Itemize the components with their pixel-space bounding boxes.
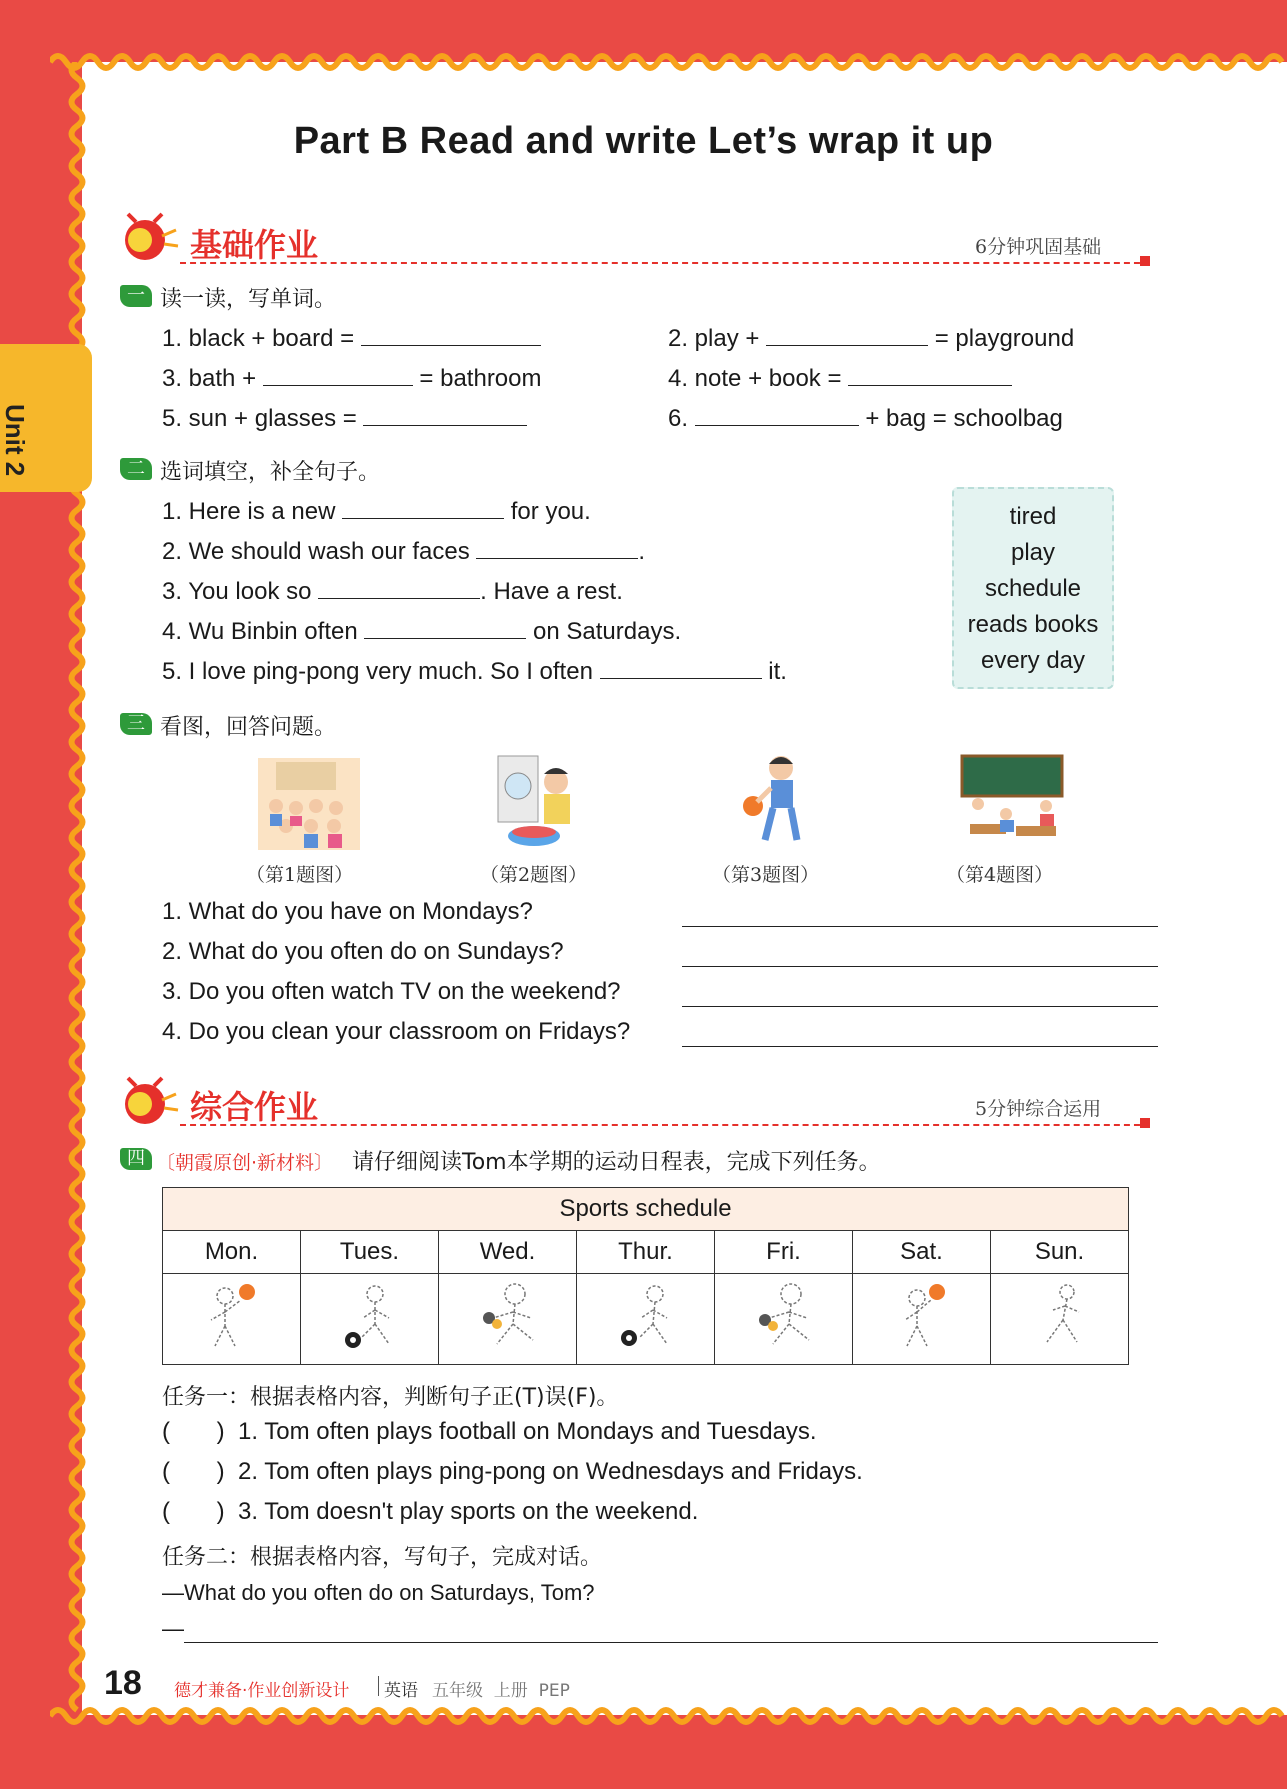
dialog-answer-line[interactable] — [184, 1642, 1158, 1643]
picture-basketball — [735, 750, 817, 854]
section2-divider — [180, 1124, 1150, 1126]
tf-item-2 — [162, 1458, 863, 1486]
q2-item-3-text: 3. You look so — [162, 578, 312, 605]
picture-washing-clothes — [494, 752, 584, 852]
tf-bracket-2[interactable]: ( ) — [162, 1458, 225, 1485]
day-sun: Sun. — [991, 1231, 1129, 1274]
q2-item-1 — [162, 496, 591, 526]
caption-1: （第1题图） — [246, 864, 354, 886]
tf-item-3 — [162, 1498, 698, 1526]
word-option: every day — [980, 647, 1086, 674]
q3-number: 三 — [120, 713, 152, 735]
sports-schedule-table — [162, 1187, 1129, 1365]
clock-icon — [118, 210, 180, 266]
caption-4: （第4题图） — [946, 864, 1054, 886]
q2-instruction: 选词填空，补全句子。 — [160, 460, 381, 485]
q2-item-1-post: for you. — [510, 498, 591, 525]
divider-end-marker — [1140, 256, 1150, 266]
q2-item-5-post: it. — [768, 658, 787, 685]
q2-blank-5[interactable] — [600, 656, 762, 679]
q1-item-3-post: = bathroom — [419, 365, 542, 392]
section1-divider — [180, 262, 1150, 264]
word-option: tired — [1009, 503, 1057, 530]
top-wave-border — [50, 44, 1287, 78]
day-sat: Sat. — [853, 1231, 991, 1274]
q1-item-3-text: 3. bath + — [162, 365, 257, 392]
sport-football-icon — [577, 1274, 715, 1365]
day-thu: Thur. — [577, 1231, 715, 1274]
sport-football-icon — [301, 1274, 439, 1365]
footer-subject: 英语 — [384, 1681, 418, 1701]
q2-item-5-text: 5. I love ping-pong very much. So I often — [162, 658, 593, 685]
q1-blank-5[interactable] — [363, 403, 527, 426]
divider-end-marker — [1140, 1118, 1150, 1128]
q3-instruction: 看图，回答问题。 — [160, 715, 337, 740]
tf-statement-3: 3. Tom doesn't play sports on the weekend. — [238, 1498, 699, 1525]
q2-item-3 — [162, 576, 623, 606]
q2-item-4-post: on Saturdays. — [533, 618, 682, 645]
sport-basketball-icon — [163, 1274, 301, 1365]
unit-tab-label: Unit 2 — [0, 404, 30, 477]
q3-answer-line-4[interactable] — [682, 1046, 1158, 1047]
day-tue: Tues. — [301, 1231, 439, 1274]
q4-tag: 〔朝霞原创·新材料〕 — [156, 1152, 334, 1174]
task2-instruction: 任务二：根据表格内容，写句子，完成对话。 — [162, 1545, 603, 1570]
q3-answer-line-3[interactable] — [682, 1006, 1158, 1007]
q1-item-3 — [162, 363, 542, 393]
q1-item-1-text: 1. black + board = — [162, 325, 355, 352]
q1-item-4-text: 4. note + book = — [668, 365, 842, 392]
q1-item-6-post: + bag = schoolbag — [865, 405, 1063, 432]
word-option: play — [1010, 539, 1056, 566]
caption-2: （第2题图） — [480, 864, 588, 886]
dialog-answer-dash: — — [162, 1616, 184, 1641]
page-title: Part B Read and write Let’s wrap it up — [293, 120, 994, 162]
picture-cleaning-classroom — [956, 754, 1068, 848]
q1-instruction: 读一读，写单词。 — [160, 287, 337, 312]
dialog-question: —What do you often do on Saturdays, Tom? — [162, 1580, 595, 1605]
word-option: reads books — [967, 611, 1099, 638]
section1-subtitle: 6分钟巩固基础 — [975, 236, 1102, 258]
q1-blank-6[interactable] — [695, 403, 859, 426]
footer-separator — [378, 1676, 379, 1696]
q3-question-3: 3. Do you often watch TV on the weekend? — [162, 978, 621, 1005]
q2-item-5 — [162, 656, 787, 686]
q2-item-2-post: . — [638, 538, 646, 565]
tf-item-1 — [162, 1418, 817, 1446]
day-mon: Mon. — [163, 1231, 301, 1274]
q3-answer-line-1[interactable] — [682, 926, 1158, 927]
q2-blank-4[interactable] — [364, 616, 526, 639]
q2-number: 二 — [120, 458, 152, 480]
section2-heading: 综合作业 — [190, 1088, 319, 1126]
q1-blank-3[interactable] — [263, 363, 413, 386]
q3-question-2: 2. What do you often do on Sundays? — [162, 938, 564, 965]
q3-question-1: 1. What do you have on Mondays? — [162, 898, 533, 925]
q3-answer-line-2[interactable] — [682, 966, 1158, 967]
q1-number: 一 — [120, 285, 152, 307]
day-fri: Fri. — [715, 1231, 853, 1274]
q2-item-1-text: 1. Here is a new — [162, 498, 336, 525]
schedule-title: Sports schedule — [163, 1188, 1129, 1231]
page-number: 18 — [104, 1664, 142, 1702]
q1-item-5-text: 5. sun + glasses = — [162, 405, 357, 432]
section2-subtitle: 5分钟综合运用 — [975, 1098, 1102, 1120]
q2-item-4-text: 4. Wu Binbin often — [162, 618, 358, 645]
q3-question-4: 4. Do you clean your classroom on Fridays? — [162, 1018, 631, 1045]
left-wave-border — [62, 62, 92, 1722]
section1-heading: 基础作业 — [190, 226, 319, 264]
q4-instruction: 请仔细阅读Tom本学期的运动日程表，完成下列任务。 — [352, 1150, 881, 1175]
q1-item-6 — [668, 403, 1063, 433]
footer-brand: 德才兼备·作业创新设计 — [174, 1681, 350, 1701]
footer-grade: 五年级 上册 PEP — [432, 1681, 570, 1701]
task1-instruction: 任务一：根据表格内容，判断句子正(T)误(F)。 — [162, 1385, 619, 1410]
caption-3: （第3题图） — [712, 864, 820, 886]
q1-blank-2[interactable] — [766, 323, 928, 346]
q2-item-4 — [162, 616, 681, 646]
tf-statement-2: 2. Tom often plays ping-pong on Wednesdays and Fridays. — [238, 1458, 863, 1485]
sport-running-icon — [991, 1274, 1129, 1365]
q1-item-4 — [668, 363, 1012, 393]
q1-item-5 — [162, 403, 527, 433]
schedule-days-row — [163, 1231, 1129, 1274]
word-option: schedule — [984, 575, 1082, 602]
tf-bracket-1[interactable]: ( ) — [162, 1418, 225, 1445]
q2-item-3-post: . Have a rest. — [480, 578, 623, 605]
tf-bracket-3[interactable]: ( ) — [162, 1498, 225, 1525]
sport-ping-pong-icon — [439, 1274, 577, 1365]
q2-blank-2[interactable] — [476, 536, 638, 559]
tf-statement-1: 1. Tom often plays football on Mondays and Tuesdays. — [238, 1418, 817, 1445]
q2-item-2 — [162, 536, 645, 566]
q1-blank-1[interactable] — [361, 323, 541, 346]
q1-item-1 — [162, 323, 541, 353]
sport-basketball-icon — [853, 1274, 991, 1365]
day-wed: Wed. — [439, 1231, 577, 1274]
q1-blank-4[interactable] — [848, 363, 1012, 386]
bottom-wave-border — [50, 1700, 1287, 1734]
clock-icon — [118, 1074, 180, 1130]
q2-item-2-text: 2. We should wash our faces — [162, 538, 470, 565]
word-box — [952, 487, 1114, 689]
q1-item-2-post: = playground — [934, 325, 1075, 352]
q2-blank-1[interactable] — [342, 496, 504, 519]
sport-ping-pong-icon — [715, 1274, 853, 1365]
q1-item-2 — [668, 323, 1074, 353]
q4-number: 四 — [120, 1148, 152, 1170]
schedule-sports-row — [163, 1274, 1129, 1365]
q1-item-6-text: 6. — [668, 405, 689, 432]
picture-music-class — [256, 756, 362, 852]
q2-blank-3[interactable] — [318, 576, 480, 599]
q1-item-2-text: 2. play + — [668, 325, 760, 352]
